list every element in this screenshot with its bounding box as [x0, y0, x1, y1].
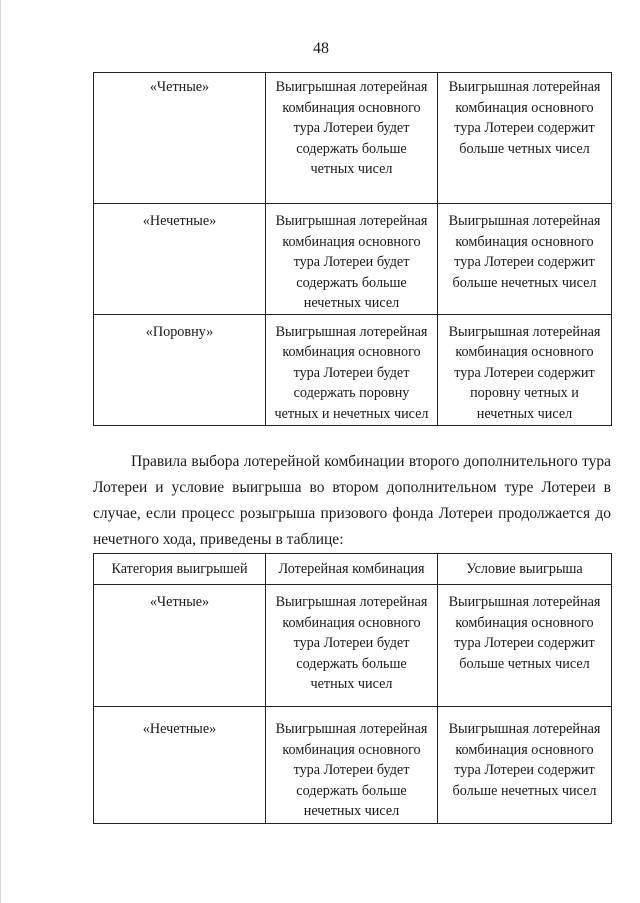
combination-cell: Выигрышная лотерейная комбинация основного тура Лотереи будет содержать больше нечетных чисел — [266, 707, 438, 824]
combination-cell: Выигрышная лотерейная комбинация основного тура Лотереи будет содержать больше четных чисел — [266, 585, 438, 707]
condition-cell: Выигрышная лотерейная комбинация основного тура Лотереи содержит больше нечетных чисел — [438, 707, 612, 824]
combination-cell: Выигрышная лотерейная комбинация основного тура Лотереи будет содержать больше нечетных чисел — [266, 204, 438, 315]
category-cell: «Поровну» — [94, 314, 266, 425]
category-cell: «Нечетные» — [94, 707, 266, 824]
category-cell: «Четные» — [94, 73, 266, 204]
table-row — [94, 73, 612, 204]
category-cell: «Четные» — [94, 585, 266, 707]
combination-cell: Выигрышная лотерейная комбинация основного тура Лотереи будет содержать поровну четных и нечетных чисел — [266, 314, 438, 425]
condition-cell: Выигрышная лотерейная комбинация основного тура Лотереи содержит поровну четных и нечетных чисел — [438, 314, 612, 425]
table-row — [94, 314, 612, 425]
winning-categories-table-main — [93, 72, 612, 426]
table-row — [94, 707, 612, 824]
table-row — [94, 204, 612, 315]
condition-cell: Выигрышная лотерейная комбинация основного тура Лотереи содержит больше четных чисел — [438, 585, 612, 707]
table-header-row — [94, 554, 612, 585]
condition-cell: Выигрышная лотерейная комбинация основного тура Лотереи содержит больше четных чисел — [438, 73, 612, 204]
header-category: Категория выигрышей — [94, 554, 266, 585]
header-condition: Условие выигрыша — [438, 554, 612, 585]
table-row — [94, 585, 612, 707]
page-number: 48 — [313, 40, 329, 57]
combination-cell: Выигрышная лотерейная комбинация основного тура Лотереи будет содержать больше четных чисел — [266, 73, 438, 204]
category-cell: «Нечетные» — [94, 204, 266, 315]
condition-cell: Выигрышная лотерейная комбинация основного тура Лотереи содержит больше нечетных чисел — [438, 204, 612, 315]
winning-categories-table-second-extra-round — [93, 553, 612, 824]
header-combination: Лотерейная комбинация — [266, 554, 438, 585]
body-paragraph: Правила выбора лотерейной комбинации второго дополнительного тура Лотереи и условие выигрыша во втором дополнительном туре Лотереи в случае, если процесс розыгрыша призового фонда Лотереи продолжается до нечетного хода, приведены в таблице: — [93, 453, 611, 548]
